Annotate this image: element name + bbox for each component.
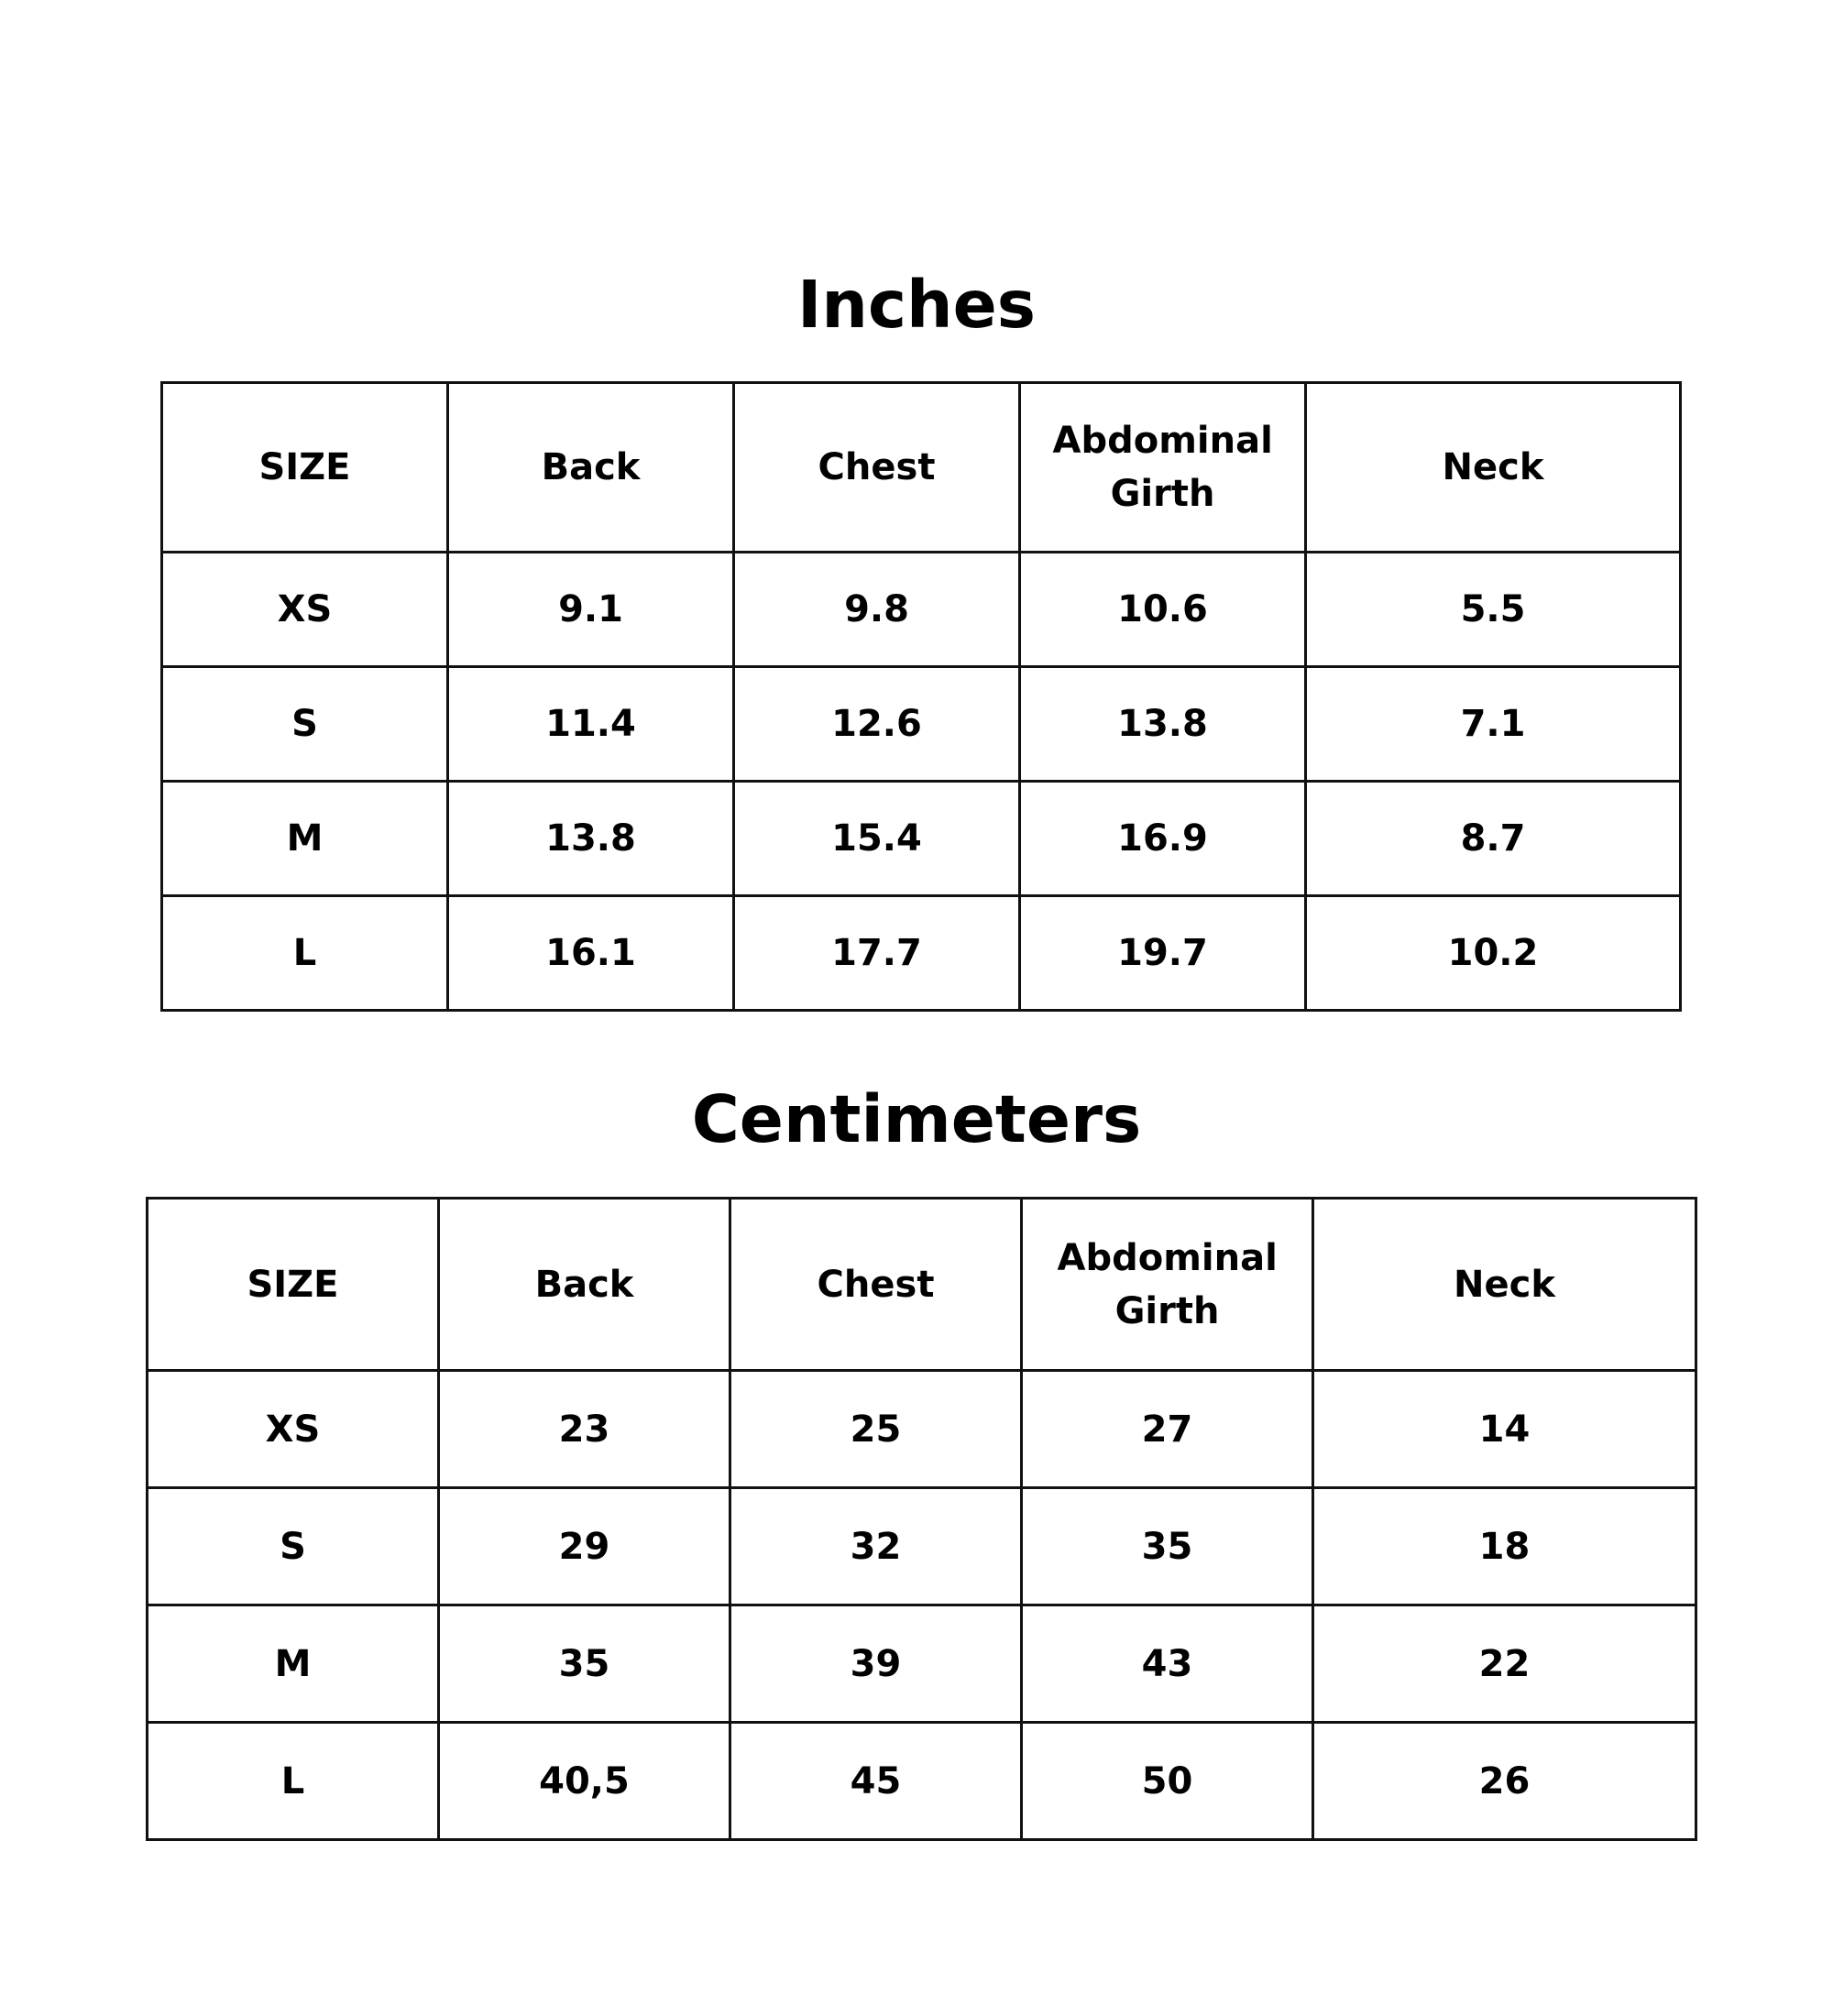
back-cell: 11.4 <box>448 667 734 782</box>
abdominal-girth-cell: 43 <box>1022 1605 1313 1723</box>
abdominal-girth-cell: 50 <box>1022 1723 1313 1840</box>
neck-cell: 10.2 <box>1306 896 1681 1011</box>
inches-size-table <box>160 381 1682 1012</box>
neck-cell: 26 <box>1313 1723 1696 1840</box>
table-row <box>162 896 1681 1011</box>
chest-cell: 12.6 <box>734 667 1020 782</box>
chest-cell: 32 <box>730 1488 1022 1605</box>
centimeters-title: Centimeters <box>691 1081 1142 1157</box>
abdominal-girth-cell: 35 <box>1022 1488 1313 1605</box>
back-cell: 35 <box>439 1605 730 1723</box>
size-cell: M <box>148 1605 439 1723</box>
chest-cell: 9.8 <box>734 553 1020 667</box>
abdominal-girth-cell: 16.9 <box>1020 782 1306 896</box>
header-back: Back <box>448 383 734 553</box>
neck-cell: 5.5 <box>1306 553 1681 667</box>
header-chest: Chest <box>734 383 1020 553</box>
header-abdominal-girth: Abdominal Girth <box>1022 1199 1313 1371</box>
table-row <box>148 1723 1696 1840</box>
size-cell: M <box>162 782 448 896</box>
chest-cell: 25 <box>730 1371 1022 1488</box>
table-header-row <box>148 1199 1696 1371</box>
size-cell: L <box>162 896 448 1011</box>
chest-cell: 17.7 <box>734 896 1020 1011</box>
back-cell: 16.1 <box>448 896 734 1011</box>
header-size: SIZE <box>148 1199 439 1371</box>
abdominal-girth-cell: 10.6 <box>1020 553 1306 667</box>
back-cell: 13.8 <box>448 782 734 896</box>
chest-cell: 39 <box>730 1605 1022 1723</box>
back-cell: 23 <box>439 1371 730 1488</box>
back-cell: 9.1 <box>448 553 734 667</box>
size-cell: S <box>148 1488 439 1605</box>
header-back: Back <box>439 1199 730 1371</box>
table-header-row <box>162 383 1681 553</box>
neck-cell: 7.1 <box>1306 667 1681 782</box>
neck-cell: 22 <box>1313 1605 1696 1723</box>
table-row <box>162 667 1681 782</box>
header-neck: Neck <box>1313 1199 1696 1371</box>
neck-cell: 14 <box>1313 1371 1696 1488</box>
neck-cell: 8.7 <box>1306 782 1681 896</box>
table-row <box>148 1605 1696 1723</box>
back-cell: 29 <box>439 1488 730 1605</box>
size-cell: S <box>162 667 448 782</box>
table-row <box>148 1488 1696 1605</box>
abdominal-girth-cell: 19.7 <box>1020 896 1306 1011</box>
abdominal-girth-cell: 13.8 <box>1020 667 1306 782</box>
table-row <box>162 553 1681 667</box>
abdominal-girth-cell: 27 <box>1022 1371 1313 1488</box>
header-chest: Chest <box>730 1199 1022 1371</box>
size-cell: XS <box>148 1371 439 1488</box>
table-row <box>148 1371 1696 1488</box>
size-cell: L <box>148 1723 439 1840</box>
header-neck: Neck <box>1306 383 1681 553</box>
back-cell: 40,5 <box>439 1723 730 1840</box>
size-cell: XS <box>162 553 448 667</box>
table-row <box>162 782 1681 896</box>
chest-cell: 45 <box>730 1723 1022 1840</box>
header-size: SIZE <box>162 383 448 553</box>
chest-cell: 15.4 <box>734 782 1020 896</box>
inches-title: Inches <box>796 267 1036 343</box>
header-abdominal-girth: Abdominal Girth <box>1020 383 1306 553</box>
neck-cell: 18 <box>1313 1488 1696 1605</box>
centimeters-size-table <box>146 1197 1697 1841</box>
